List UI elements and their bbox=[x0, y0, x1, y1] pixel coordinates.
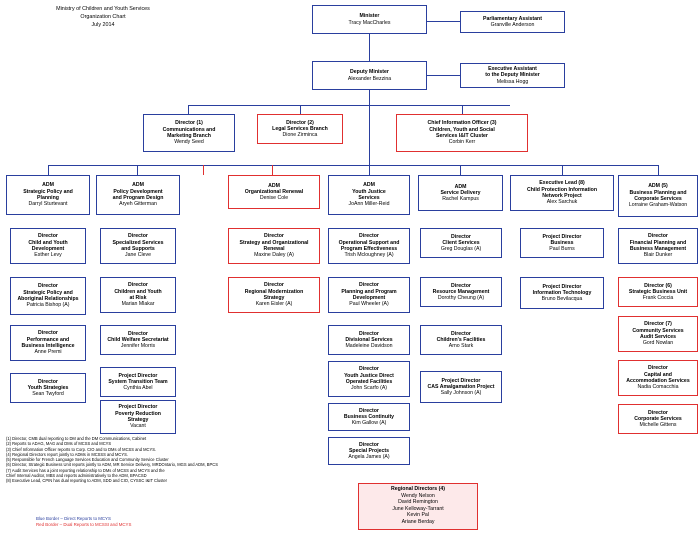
c5i0-line1: Client Services bbox=[442, 239, 480, 246]
c4i0-line1: Operational Support and bbox=[338, 239, 400, 246]
c7i1-line1: Strategic Business Unit bbox=[628, 288, 688, 295]
connector-adm-3 bbox=[203, 165, 204, 175]
c1i1-line1: Strategic Policy and bbox=[23, 289, 73, 296]
footnote-5: (5) Responsible for French Language Services Education and Community Service Cluster bbox=[6, 457, 169, 463]
c4i2-title: Director bbox=[359, 330, 379, 337]
legend-blue: Blue Border – Direct Reports to MCYS bbox=[36, 516, 111, 521]
box-adm-policy-development[interactable] bbox=[96, 175, 180, 215]
box-project-dir-system-transition[interactable] bbox=[100, 367, 176, 397]
c7i3-title: Director bbox=[648, 365, 668, 372]
c2i4-line1: Poverty Reduction bbox=[115, 410, 161, 417]
c4i2-name: Madeleine Davidson bbox=[345, 343, 393, 350]
box-director-communications[interactable] bbox=[143, 114, 235, 152]
c4i5-line1: Special Projects bbox=[348, 447, 390, 454]
box-project-dir-information-technology[interactable] bbox=[520, 277, 604, 309]
adm3-line1: Organizational Renewal bbox=[244, 188, 304, 195]
c4i1-title: Director bbox=[359, 282, 379, 289]
chart-header bbox=[28, 5, 178, 29]
header-line-1: Ministry of Children and Youth Services bbox=[56, 6, 150, 12]
c4i1-name: Paul Wheeler (A) bbox=[349, 301, 389, 308]
c1i3-name: Sean Twyford bbox=[32, 391, 64, 398]
c1i0-line2: Development bbox=[31, 246, 65, 252]
box-dir-strategy-organizational-renewal[interactable] bbox=[228, 228, 320, 264]
box-project-dir-business[interactable] bbox=[520, 228, 604, 258]
c6i0-title: Project Director bbox=[542, 233, 582, 240]
c3i1-name: Karen Eisler (A) bbox=[255, 301, 293, 308]
c4i1-line2: Development bbox=[352, 295, 386, 301]
c4i3-title: Director bbox=[359, 366, 379, 373]
c1i1-name: Patricia Bishop (A) bbox=[26, 302, 70, 309]
dir1-line1: Communications and bbox=[162, 126, 216, 133]
c7i0-line1: Financial Planning and bbox=[629, 239, 687, 246]
minister-title: Minister bbox=[359, 13, 380, 20]
c7i4-line1: Corporate Services bbox=[634, 415, 682, 422]
cio-line2: Services I&IT Cluster bbox=[436, 133, 488, 139]
c2i0-line2: and Supports bbox=[121, 246, 155, 252]
c7i0-title: Director bbox=[648, 233, 668, 240]
box-dir-business-continuity[interactable] bbox=[328, 403, 410, 431]
adm1-name: Darryl Sturtevant bbox=[28, 201, 68, 208]
c4i1-line1: Planning and Program bbox=[341, 288, 397, 295]
c2i4-title: Project Director bbox=[118, 404, 158, 411]
connector-adm-7 bbox=[562, 165, 563, 175]
c5i3-title: Project Director bbox=[441, 377, 481, 384]
connector-adm-bus bbox=[48, 165, 658, 166]
c5i1-line1: Resource Management bbox=[432, 288, 490, 295]
c7i3-line1: Capital and bbox=[644, 371, 672, 378]
c2i4-line2: Strategy bbox=[127, 417, 149, 423]
c2i1-title: Director bbox=[128, 282, 148, 289]
footnote-7b: Chief Internal Auditor, MBS and reports administratively to the ADM, BPACSD bbox=[6, 473, 147, 479]
c5i0-title: Director bbox=[451, 233, 471, 240]
box-dir-financial-planning[interactable] bbox=[618, 228, 698, 264]
cio-name: Corbin Kerr bbox=[448, 139, 476, 146]
rd-name-2: June Kelloway-Tarrant bbox=[392, 505, 444, 512]
box-dir-regional-modernization[interactable] bbox=[228, 277, 320, 313]
box-minister[interactable] bbox=[312, 5, 427, 34]
c6i1-name: Bruno Bevilacqua bbox=[541, 296, 583, 303]
c7i2-line2: Audit Services bbox=[639, 334, 677, 340]
box-dir-planning-program-development[interactable] bbox=[328, 277, 410, 313]
box-dir-community-services-audit[interactable] bbox=[618, 316, 698, 352]
c4i4-line1: Business Continuity bbox=[343, 413, 395, 420]
c1i1-line2: Aboriginal Relationships bbox=[17, 296, 79, 302]
rd-name-3: Kevin Pal bbox=[407, 512, 429, 519]
c7i2-title: Director (7) bbox=[644, 321, 672, 328]
adm6-name: Alex Sarchuk bbox=[546, 199, 578, 206]
box-chief-information-officer[interactable] bbox=[396, 114, 528, 152]
cio-title: Chief Information Officer (3) bbox=[427, 120, 497, 127]
rd-name-4: Ariane Berday bbox=[401, 518, 435, 525]
box-parliamentary-assistant[interactable] bbox=[460, 11, 565, 33]
adm3-title: ADM bbox=[268, 182, 280, 189]
box-dir-strategic-business-unit[interactable] bbox=[618, 277, 698, 307]
c1i0-line1: Child and Youth bbox=[28, 239, 68, 246]
box-adm-organizational-renewal[interactable] bbox=[228, 175, 320, 209]
c7i2-line1: Community Services bbox=[632, 327, 684, 334]
box-dir-youth-strategies[interactable] bbox=[10, 373, 86, 403]
c1i2-line2: Business Intelligence bbox=[21, 343, 75, 349]
box-dir-strategic-policy-aboriginal[interactable] bbox=[10, 277, 86, 315]
c2i3-name: Cynthia Abel bbox=[123, 385, 153, 392]
c7i0-name: Blair Dunker bbox=[643, 252, 673, 259]
connector-adm-8 bbox=[658, 165, 659, 175]
c2i2-line1: Child Welfare Secretariat bbox=[107, 336, 169, 343]
legend bbox=[36, 516, 131, 527]
ea-title: Executive Assistant bbox=[488, 66, 537, 73]
connector-dir1 bbox=[188, 105, 189, 114]
pa-name: Granville Anderson bbox=[490, 22, 535, 28]
c5i0-name: Greg Douglas (A) bbox=[440, 246, 482, 253]
adm4-line1: Youth Justice bbox=[352, 188, 386, 195]
c4i0-line2: Program Effectiveness bbox=[340, 246, 398, 252]
adm4-line2: Services bbox=[358, 195, 380, 201]
legend-red: Red Border – Dual Reports to MCSSI and MCYS bbox=[36, 521, 132, 527]
c3i1-line2: Strategy bbox=[263, 295, 285, 301]
c7i4-name: Michelle Gittens bbox=[639, 422, 677, 429]
box-adm-business-planning[interactable] bbox=[618, 175, 698, 217]
dm-title: Deputy Minister bbox=[350, 69, 389, 76]
footnote-6: (6) Director, Strategic Business Unit reports jointly to ADM, MR Service Delivery, MRDOntario, MGS and ADM, BPCS bbox=[6, 462, 218, 468]
c1i1-title: Director bbox=[38, 283, 58, 290]
footnote-3: (3) Chief Information Officer reports to Corp. CIO and to DMs of MCSS and MCYS. bbox=[6, 446, 157, 452]
c6i1-title: Project Director bbox=[542, 283, 582, 290]
c1i0-name: Esther Levy bbox=[34, 252, 62, 259]
footnote-7: (7) Audit Services has a joint reporting relationship to DMs of MCSS and MCYS and the bbox=[6, 467, 165, 473]
c7i4-title: Director bbox=[648, 409, 668, 416]
header-line-3: July 2014 bbox=[91, 22, 115, 28]
box-dir-youth-justice-facilities[interactable] bbox=[328, 361, 410, 397]
c6i0-line1: Business bbox=[550, 239, 574, 246]
box-dir-childrens-facilities[interactable] bbox=[420, 325, 502, 355]
c5i2-line1: Children's Facilities bbox=[436, 336, 486, 343]
c1i3-title: Director bbox=[38, 378, 58, 385]
c6i0-name: Paul Burns bbox=[549, 246, 575, 253]
c1i2-title: Director bbox=[38, 330, 58, 337]
c4i4-title: Director bbox=[359, 407, 379, 414]
adm4-name: JoAnn Miller-Reid bbox=[348, 201, 390, 208]
c3i0-line1: Strategy and Organizational bbox=[239, 239, 309, 246]
c7i3-line2: Accommodation Services bbox=[626, 378, 690, 384]
minister-name: Tracy MacCharles bbox=[348, 19, 391, 26]
adm4-title: ADM bbox=[363, 182, 375, 189]
box-adm-service-delivery[interactable] bbox=[418, 175, 503, 211]
connector-adm-1 bbox=[48, 165, 49, 175]
c7i1-name: Frank Coccia bbox=[642, 295, 674, 302]
box-project-dir-cas-amalgamation[interactable] bbox=[420, 371, 502, 403]
c7i3-name: Nadia Comacchia bbox=[637, 384, 679, 391]
c2i4-name: Vacant bbox=[130, 423, 146, 430]
cio-line1: Children, Youth and Social bbox=[429, 126, 495, 133]
c2i2-title: Director bbox=[128, 330, 148, 337]
c7i1-title: Director (6) bbox=[644, 282, 672, 289]
footnote-8: (8) Executive Lead, CPIN has dual reporting to ADM, SDD and CIO, CYSSC I&IT Cluster bbox=[6, 478, 168, 484]
c4i2-line1: Divisional Services bbox=[345, 336, 393, 343]
adm5-title: ADM bbox=[454, 183, 467, 190]
box-project-dir-poverty-reduction[interactable] bbox=[100, 400, 176, 434]
c1i3-line1: Youth Strategies bbox=[27, 384, 69, 391]
c7i0-line2: Business Management bbox=[629, 246, 687, 252]
box-dir-client-services[interactable] bbox=[420, 228, 502, 258]
c5i3-line1: CAS Amalgamation Project bbox=[427, 383, 495, 390]
c5i3-name: Sally Johnson (A) bbox=[440, 390, 482, 397]
footnote-1: (1) Director, CMB dual reporting to DM and the DM Communications, Cabinet bbox=[6, 436, 147, 441]
c1i0-title: Director bbox=[38, 233, 58, 240]
c7i2-name: Gord Nowlan bbox=[642, 340, 674, 347]
adm1-title: ADM bbox=[42, 182, 54, 189]
c4i0-title: Director bbox=[359, 233, 379, 240]
c5i1-title: Director bbox=[451, 282, 471, 289]
box-deputy-minister[interactable] bbox=[312, 61, 427, 90]
c4i3-line2: Operated Facilities bbox=[345, 379, 393, 385]
footnotes bbox=[6, 436, 336, 484]
adm2-line2: and Program Design bbox=[112, 195, 164, 201]
pa-title: Parliamentary Assistant bbox=[483, 15, 542, 22]
connector-adm-4 bbox=[272, 165, 273, 175]
footnote-4: (4) Regional Directors report jointly to ADMs in MCSSS and MCYS. bbox=[6, 451, 128, 457]
box-dir-child-youth-development[interactable] bbox=[10, 228, 86, 264]
box-dir-capital-accommodation[interactable] bbox=[618, 360, 698, 396]
c2i0-name: Jane Cleve bbox=[125, 252, 151, 259]
rd-name-0: Wendy Nelson bbox=[401, 492, 435, 499]
adm7-line1: Business Planning and bbox=[629, 189, 687, 196]
c3i1-line1: Regional Modernization bbox=[244, 288, 304, 295]
adm6-line2: Network Project bbox=[542, 193, 582, 199]
c3i0-title: Director bbox=[264, 233, 284, 240]
c2i1-name: Marian Mlakar bbox=[121, 301, 155, 308]
c6i1-line1: Information Technology bbox=[532, 289, 592, 296]
box-dir-operational-support[interactable] bbox=[328, 228, 410, 264]
adm6-title: Executive Lead (8) bbox=[539, 180, 585, 187]
c4i5-title: Director bbox=[359, 441, 379, 448]
dm-name: Alexander Bezzina bbox=[347, 75, 392, 82]
dir1-line2: Marketing Branch bbox=[167, 133, 211, 139]
adm2-name: Aryeh Gitterman bbox=[119, 201, 157, 208]
ea-subtitle: to the Deputy Minister bbox=[485, 72, 540, 79]
dir2-name: Dione Zirminca bbox=[282, 132, 318, 139]
c2i0-title: Director bbox=[128, 233, 148, 240]
c2i0-line1: Specialized Services bbox=[112, 239, 164, 246]
footnote-2: (2) Reports to ADAG, MAG and DMs of MCSS and MCYS bbox=[6, 441, 112, 447]
connector-adm-5 bbox=[369, 165, 370, 175]
c4i0-name: Trish Mcloughney (A) bbox=[344, 252, 394, 259]
adm1-line2: Planning bbox=[37, 195, 59, 201]
c2i3-title: Project Director bbox=[118, 372, 158, 379]
c1i2-line1: Performance and bbox=[26, 336, 70, 343]
dir1-name: Wendy Seed bbox=[174, 139, 204, 146]
adm2-title: ADM bbox=[132, 182, 144, 189]
connector-adm-6 bbox=[460, 165, 461, 175]
dir2-title: Director (2) bbox=[286, 119, 314, 126]
rd-title: Regional Directors (4) bbox=[391, 486, 445, 492]
box-dir-corporate-services[interactable] bbox=[618, 404, 698, 434]
box-executive-lead-cpin[interactable] bbox=[510, 175, 614, 211]
adm3-name: Denise Cole bbox=[259, 195, 289, 202]
box-dir-children-youth-at-risk[interactable] bbox=[100, 277, 176, 313]
c4i5-name: Angela James (A) bbox=[348, 454, 390, 461]
c2i1-line2: at Risk bbox=[129, 295, 147, 301]
box-dir-specialized-services[interactable] bbox=[100, 228, 176, 264]
box-director-legal-services[interactable] bbox=[257, 114, 343, 144]
box-dir-special-projects[interactable] bbox=[328, 437, 410, 465]
connector-dir3 bbox=[462, 105, 463, 114]
c3i1-title: Director bbox=[264, 282, 284, 289]
box-dir-child-welfare-secretariat[interactable] bbox=[100, 325, 176, 355]
adm7-name: Lorraine Graham-Watson bbox=[628, 202, 688, 209]
box-adm-strategic-policy[interactable] bbox=[6, 175, 90, 215]
c2i1-line1: Children and Youth bbox=[114, 288, 162, 295]
dir2-line1: Legal Services Branch bbox=[272, 125, 328, 132]
adm5-name: Rachel Kampus bbox=[442, 196, 479, 203]
box-executive-assistant[interactable] bbox=[460, 63, 565, 88]
c4i3-line1: Youth Justice Direct bbox=[344, 372, 394, 379]
adm6-line1: Child Protection Information bbox=[526, 186, 598, 193]
adm5-line1: Service Delivery bbox=[440, 189, 481, 196]
dir1-title: Director (1) bbox=[175, 120, 203, 127]
connector-minister-dm bbox=[369, 34, 370, 61]
ea-name: Melissa Hogg bbox=[496, 78, 529, 85]
c5i2-name: Arno Stark bbox=[448, 343, 474, 350]
adm7-title: ADM (5) bbox=[648, 183, 668, 190]
connector-dir2 bbox=[300, 105, 301, 114]
box-dir-resource-management[interactable] bbox=[420, 277, 502, 307]
box-regional-directors[interactable] bbox=[358, 483, 478, 530]
c4i4-name: Kim Gallow (A) bbox=[351, 420, 387, 427]
box-dir-divisional-services[interactable] bbox=[328, 325, 410, 355]
box-adm-youth-justice[interactable] bbox=[328, 175, 410, 215]
c2i2-name: Jennifer Morris bbox=[120, 343, 156, 350]
c4i3-name: John Scarfo (A) bbox=[350, 385, 388, 392]
connector-dm-adm-stem bbox=[369, 105, 370, 165]
c5i1-name: Dorothy Cheung (A) bbox=[437, 295, 485, 302]
box-dir-performance-business-intelligence[interactable] bbox=[10, 325, 86, 361]
rd-name-1: David Remington bbox=[398, 499, 438, 506]
c5i2-title: Director bbox=[451, 330, 471, 337]
c3i0-line2: Renewal bbox=[263, 246, 285, 252]
connector-dm-down bbox=[369, 90, 370, 105]
c3i0-name: Maxine Daley (A) bbox=[254, 252, 294, 259]
adm1-line1: Strategic Policy and bbox=[23, 188, 73, 195]
adm2-line1: Policy Development bbox=[113, 188, 163, 195]
c2i3-line1: System Transition Team bbox=[108, 378, 168, 385]
adm7-line2: Corporate Services bbox=[634, 196, 682, 202]
header-line-2: Organization Chart bbox=[80, 14, 126, 20]
connector-adm-2 bbox=[137, 165, 138, 175]
c1i2-name: Anne Premi bbox=[34, 349, 62, 356]
